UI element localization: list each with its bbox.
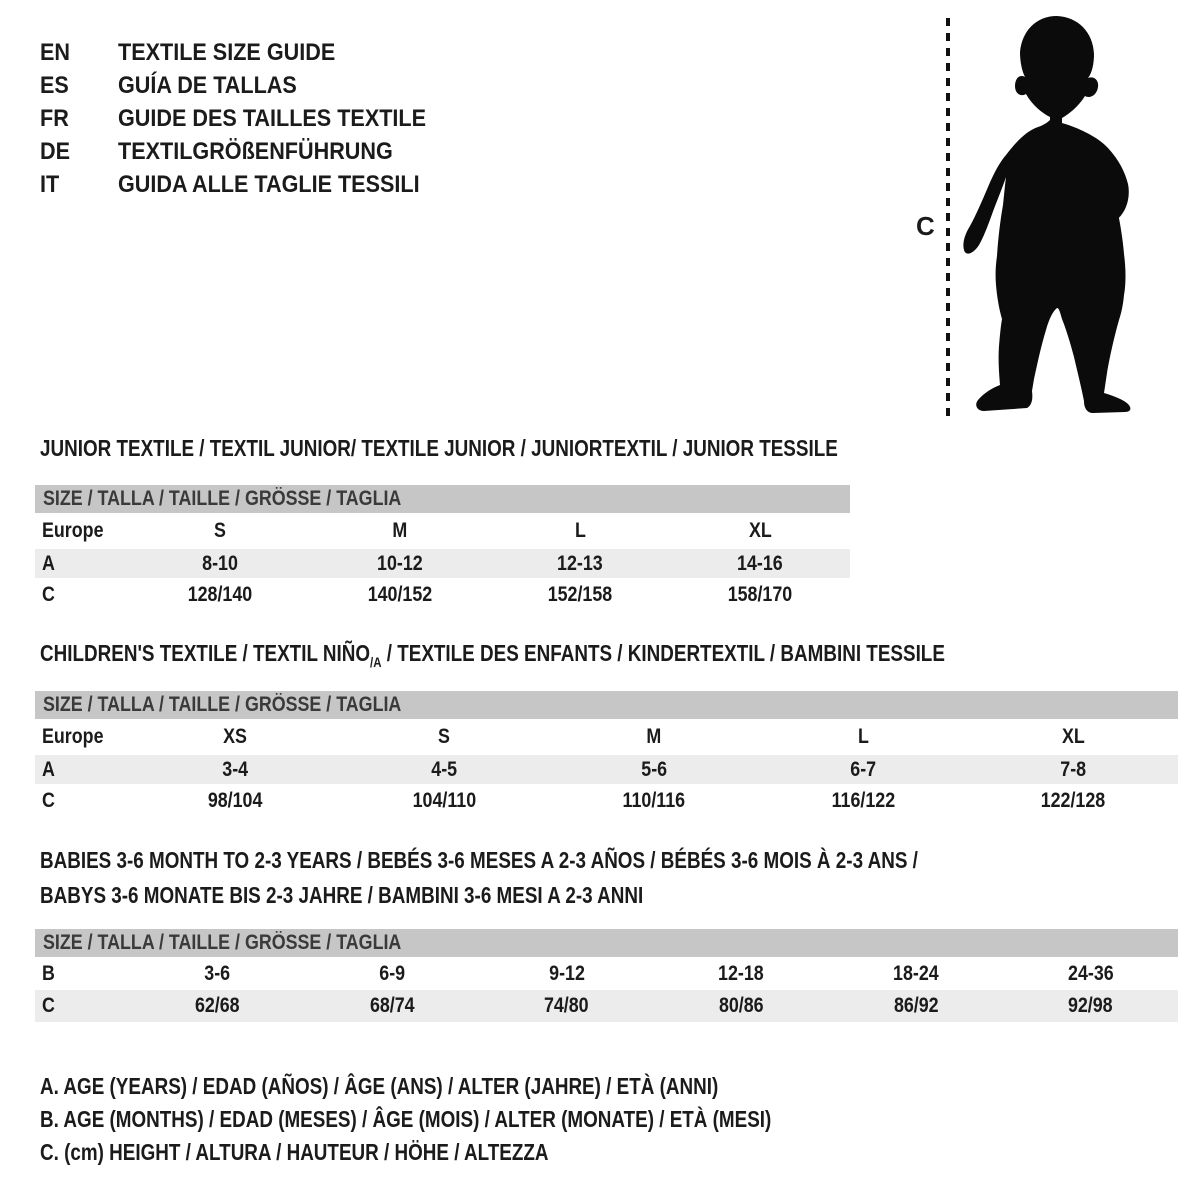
table-cell: [670, 583, 850, 607]
cell-text: 6-7: [850, 757, 877, 781]
table-cell: [549, 725, 759, 749]
table-row-height: [35, 990, 1178, 1022]
table-cell: [305, 994, 480, 1018]
table-cell: [654, 962, 829, 986]
cell-text: XS: [222, 725, 247, 748]
table-cell: [968, 725, 1178, 749]
language-label: [118, 39, 359, 67]
language-code-text: DE: [40, 137, 71, 165]
language-label: [118, 105, 460, 133]
table-cell: [829, 994, 1004, 1018]
cell-text: 7-8: [1060, 757, 1087, 781]
table-cell: [130, 962, 305, 986]
table-cell: [310, 583, 490, 607]
language-code-text: IT: [40, 170, 60, 198]
row-label-text: C: [42, 583, 55, 606]
language-label-text: GUIDA ALLE TAGLIE TESSILI: [118, 170, 420, 198]
table-row-europe: [35, 719, 1178, 755]
table-cell: [130, 519, 310, 543]
table-row-months: [35, 957, 1178, 990]
note-text: B. AGE (MONTHS) / EDAD (MESES) / ÂGE (MOIS) / ALTER (MONATE) / ETÀ (MESI): [40, 1106, 772, 1132]
table-cell: [490, 519, 670, 543]
table-cell: [490, 552, 670, 576]
cell-text: 5-6: [641, 757, 667, 781]
table-cell: [130, 994, 305, 1018]
table-cell: [130, 583, 310, 607]
table-cell: [549, 758, 759, 782]
table-cell: [130, 758, 340, 782]
table-cell: [130, 789, 340, 813]
cell-text: 128/140: [187, 583, 253, 606]
table-cell: [340, 758, 550, 782]
table-cell: [340, 725, 550, 749]
language-code: [40, 72, 118, 100]
language-row: [40, 168, 460, 201]
note-age-years: [40, 1070, 932, 1103]
babies-title-line2-text: BABYS 3-6 MONATE BIS 2-3 JAHRE / BAMBINI 3-6 MESI A 2-3 ANNI: [40, 882, 644, 908]
height-measure-dashed-line: [944, 18, 952, 416]
cell-text: 140/152: [367, 583, 433, 606]
row-label: [35, 552, 130, 576]
cell-text: 122/128: [1040, 789, 1106, 812]
row-label-text: A: [42, 757, 55, 781]
table-row-age: [35, 549, 850, 578]
language-row: [40, 135, 460, 168]
table-cell: [654, 994, 829, 1018]
cell-text: 98/104: [207, 789, 263, 812]
babies-title-line1: [40, 843, 1111, 878]
row-label-text: C: [42, 789, 55, 812]
table-cell: [490, 583, 670, 607]
language-label-text: TEXTILGRÖßENFÜHRUNG: [118, 137, 393, 165]
table-cell: [759, 789, 969, 813]
table-cell: [1003, 994, 1178, 1018]
row-label-text: Europe: [42, 725, 104, 748]
babies-size-table: [35, 929, 1178, 1022]
cell-text: 18-24: [893, 961, 939, 985]
cell-text: S: [214, 519, 226, 542]
children-title-sub: /A: [370, 654, 382, 670]
row-label: [35, 994, 130, 1018]
junior-size-table: [35, 485, 850, 612]
row-label: [35, 962, 130, 986]
table-cell: [130, 552, 310, 576]
table-cell: [130, 725, 340, 749]
cell-text: 8-10: [202, 551, 238, 575]
cell-text: 4-5: [431, 757, 458, 781]
table-cell: [1003, 962, 1178, 986]
language-legend: [40, 36, 460, 201]
cell-text: 3-4: [221, 757, 248, 781]
note-height-cm: [40, 1136, 932, 1169]
note-text: C. (cm) HEIGHT / ALTURA / HAUTEUR / HÖHE / ALTEZZA: [40, 1139, 549, 1165]
table-cell: [340, 789, 550, 813]
row-label: [35, 725, 130, 749]
size-header-text: SIZE / TALLA / TAILLE / GRÖSSE / TAGLIA: [43, 931, 402, 954]
cell-text: 10-12: [377, 551, 423, 575]
cell-text: 62/68: [194, 994, 240, 1017]
language-label-text: GUÍA DE TALLAS: [118, 71, 297, 99]
note-text: A. AGE (YEARS) / EDAD (AÑOS) / ÂGE (ANS) / ALTER (JAHRE) / ETÀ (ANNI): [40, 1073, 719, 1099]
table-row-height: [35, 784, 1178, 818]
language-label: [118, 72, 317, 100]
size-header-text: SIZE / TALLA / TAILLE / GRÖSSE / TAGLIA: [43, 487, 402, 510]
language-code-text: EN: [40, 38, 71, 66]
babies-section-title: [40, 843, 1111, 913]
children-section-title-text: [40, 639, 945, 676]
size-header-bar: [35, 691, 1178, 719]
cell-text: 6-9: [379, 961, 405, 985]
cell-text: 158/170: [727, 583, 793, 606]
cell-text: L: [574, 519, 586, 542]
cell-text: L: [858, 725, 870, 748]
language-label: [118, 138, 423, 166]
row-label: [35, 519, 130, 543]
cell-text: 12-13: [557, 551, 603, 575]
table-cell: [549, 789, 759, 813]
table-cell: [670, 552, 850, 576]
cell-text: 152/158: [547, 583, 613, 606]
language-row: [40, 36, 460, 69]
cell-text: M: [392, 519, 408, 542]
cell-text: 92/98: [1068, 994, 1114, 1017]
cell-text: 24-36: [1067, 961, 1114, 985]
junior-section-title-text: JUNIOR TEXTILE / TEXTIL JUNIOR/ TEXTILE JUNIOR / JUNIORTEXTIL / JUNIOR TESSILE: [40, 435, 838, 461]
cell-text: XL: [1061, 725, 1085, 748]
table-cell: [310, 519, 490, 543]
babies-title-line1-text: BABIES 3-6 MONTH TO 2-3 YEARS / BEBÉS 3-6 MESES A 2-3 AÑOS / BÉBÉS 3-6 MOIS À 2-3 ANS /: [40, 847, 918, 873]
cell-text: 80/86: [719, 994, 764, 1017]
baby-silhouette-icon: [962, 14, 1139, 416]
cell-text: 12-18: [718, 961, 765, 985]
cell-text: 3-6: [204, 961, 231, 985]
table-cell: [479, 962, 654, 986]
language-code: [40, 105, 118, 133]
table-row-europe: [35, 513, 850, 549]
children-title-pre: CHILDREN'S TEXTILE / TEXTIL NIÑO: [40, 640, 371, 666]
size-header-bar: [35, 929, 1178, 957]
size-header-text: SIZE / TALLA / TAILLE / GRÖSSE / TAGLIA: [43, 693, 402, 716]
row-label: [35, 758, 130, 782]
cell-text: 74/80: [544, 994, 590, 1017]
cell-text: XL: [748, 519, 772, 542]
language-row: [40, 102, 460, 135]
language-code: [40, 39, 118, 67]
language-code: [40, 171, 118, 199]
table-cell: [310, 552, 490, 576]
table-cell: [968, 789, 1178, 813]
language-code-text: FR: [40, 104, 69, 132]
cell-text: 104/110: [412, 789, 477, 812]
table-cell: [479, 994, 654, 1018]
row-label-text: C: [42, 994, 55, 1017]
legend-notes: [40, 1070, 932, 1169]
row-label-text: B: [42, 961, 55, 985]
cell-text: 116/122: [831, 789, 896, 812]
children-section-title: [40, 639, 1144, 676]
language-row: [40, 69, 460, 102]
junior-section-title: [40, 434, 1013, 462]
cell-text: 86/92: [893, 994, 939, 1017]
note-age-months: [40, 1103, 932, 1136]
cell-text: 9-12: [548, 961, 585, 985]
children-size-table: [35, 691, 1178, 818]
table-row-age: [35, 755, 1178, 784]
language-label-text: GUIDE DES TAILLES TEXTILE: [118, 104, 427, 132]
table-cell: [759, 758, 969, 782]
table-row-height: [35, 578, 850, 612]
cell-text: M: [646, 725, 662, 748]
cell-text: 68/74: [369, 994, 415, 1017]
children-title-post: / TEXTILE DES ENFANTS / KINDERTEXTIL / BAMBINI TESSILE: [381, 640, 945, 666]
table-cell: [968, 758, 1178, 782]
language-label: [118, 171, 453, 199]
table-cell: [829, 962, 1004, 986]
table-cell: [670, 519, 850, 543]
language-code-text: ES: [40, 71, 69, 99]
measure-c-label: C: [916, 211, 935, 241]
cell-text: 14-16: [737, 551, 783, 575]
babies-title-line2: [40, 878, 1111, 913]
row-label: [35, 789, 130, 813]
table-cell: [759, 725, 969, 749]
language-code: [40, 138, 118, 166]
table-cell: [305, 962, 480, 986]
language-label-text: TEXTILE SIZE GUIDE: [118, 38, 336, 66]
row-label-text: A: [42, 551, 55, 575]
size-header-bar: [35, 485, 850, 513]
cell-text: 110/116: [622, 789, 686, 812]
row-label-text: Europe: [42, 519, 104, 542]
row-label: [35, 583, 130, 607]
cell-text: S: [438, 725, 451, 748]
